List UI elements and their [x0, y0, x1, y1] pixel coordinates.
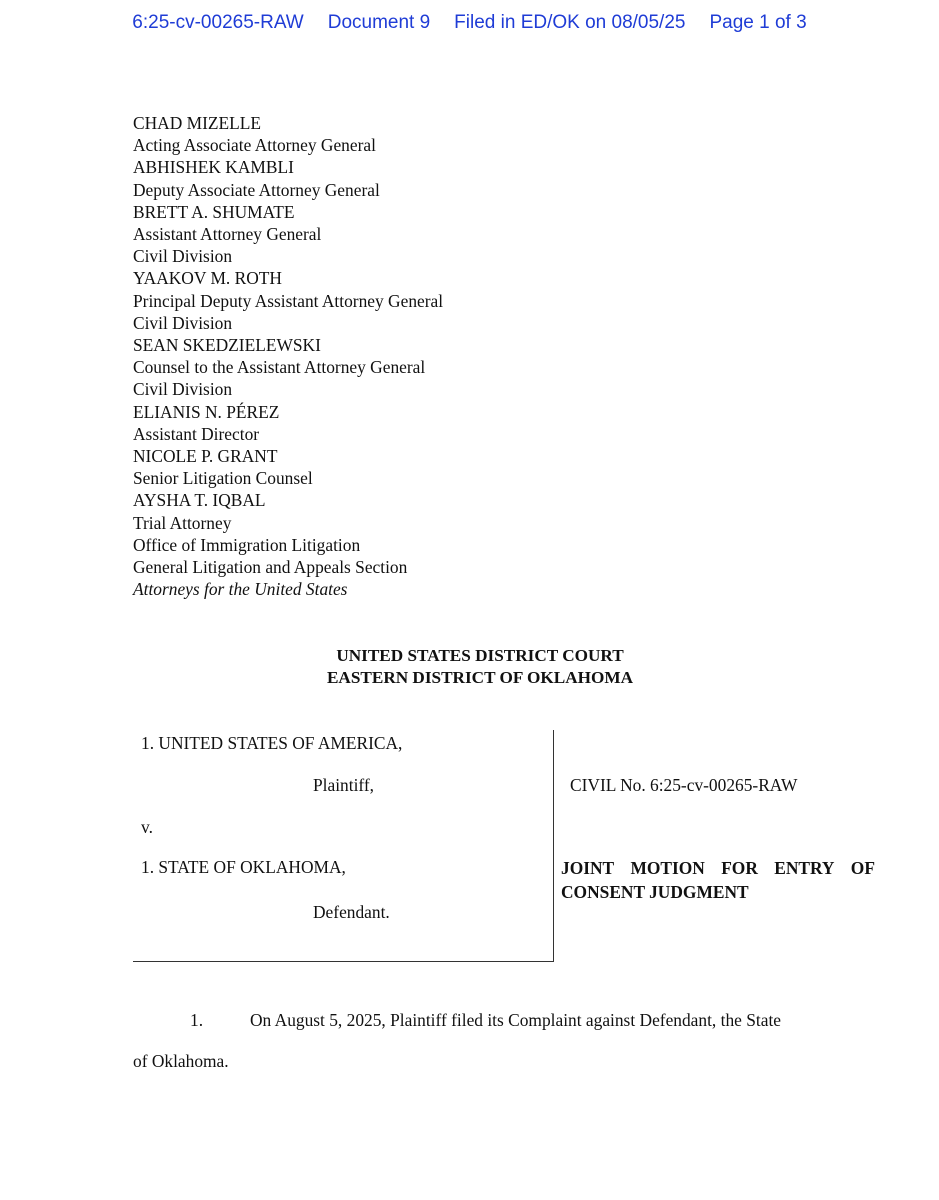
- motion-title-word: JOINT: [561, 858, 615, 878]
- motion-title-word: OF: [850, 858, 875, 878]
- counsel-line: YAAKOV M. ROTH: [133, 268, 282, 289]
- counsel-line: SEAN SKEDZIELEWSKI: [133, 335, 321, 356]
- counsel-line: General Litigation and Appeals Section: [133, 557, 408, 578]
- counsel-line: ELIANIS N. PÉREZ: [133, 401, 280, 422]
- ecf-filed-date: Filed in ED/OK on 08/05/25: [454, 12, 686, 33]
- civil-case-number: CIVIL No. 6:25-cv-00265-RAW: [570, 775, 798, 795]
- counsel-line: Counsel to the Assistant Attorney General: [133, 357, 426, 378]
- paragraph-line-1: On August 5, 2025, Plaintiff filed its Complaint against Defendant, the State: [250, 1010, 781, 1030]
- motion-title-word: FOR: [721, 858, 758, 878]
- case-caption-box: [133, 730, 554, 962]
- ecf-filing-header: [0, 12, 939, 34]
- paragraph-line-2: of Oklahoma.: [133, 1051, 229, 1071]
- versus: v.: [141, 817, 153, 837]
- counsel-block: [133, 112, 443, 600]
- motion-title-word: MOTION: [630, 858, 705, 878]
- court-heading: [0, 645, 939, 689]
- plaintiff-name: 1. UNITED STATES OF AMERICA,: [141, 733, 403, 753]
- court-name: UNITED STATES DISTRICT COURT: [336, 646, 624, 665]
- court-district: EASTERN DISTRICT OF OKLAHOMA: [326, 668, 634, 687]
- counsel-line: BRETT A. SHUMATE: [133, 201, 295, 222]
- counsel-line: AYSHA T. IQBAL: [133, 490, 266, 511]
- counsel-line: Civil Division: [133, 246, 233, 267]
- motion-title-word: ENTRY: [774, 858, 835, 878]
- counsel-line: Assistant Attorney General: [133, 224, 322, 245]
- counsel-role: Attorneys for the United States: [133, 579, 348, 600]
- defendant-role: Defendant.: [313, 902, 390, 922]
- counsel-line: CHAD MIZELLE: [133, 113, 261, 133]
- counsel-line: Assistant Director: [133, 423, 260, 444]
- counsel-line: Senior Litigation Counsel: [133, 468, 313, 489]
- counsel-line: NICOLE P. GRANT: [133, 446, 278, 467]
- counsel-line: ABHISHEK KAMBLI: [133, 157, 294, 178]
- counsel-line: Deputy Associate Attorney General: [133, 179, 380, 200]
- motion-title-line2: CONSENT JUDGMENT: [561, 882, 749, 902]
- plaintiff-role: Plaintiff,: [313, 775, 375, 795]
- defendant-name: 1. STATE OF OKLAHOMA,: [141, 857, 346, 877]
- counsel-line: Trial Attorney: [133, 512, 232, 533]
- counsel-line: Civil Division: [133, 379, 233, 400]
- counsel-line: Civil Division: [133, 312, 233, 333]
- counsel-line: Office of Immigration Litigation: [133, 534, 361, 555]
- motion-title: [561, 856, 875, 904]
- ecf-case-number: 6:25-cv-00265-RAW: [132, 12, 304, 33]
- ecf-page-count: Page 1 of 3: [709, 12, 807, 33]
- counsel-line: Acting Associate Attorney General: [133, 135, 376, 156]
- paragraph-number: 1.: [190, 1010, 204, 1030]
- ecf-document-number: Document 9: [327, 12, 431, 33]
- counsel-line: Principal Deputy Assistant Attorney General: [133, 290, 444, 311]
